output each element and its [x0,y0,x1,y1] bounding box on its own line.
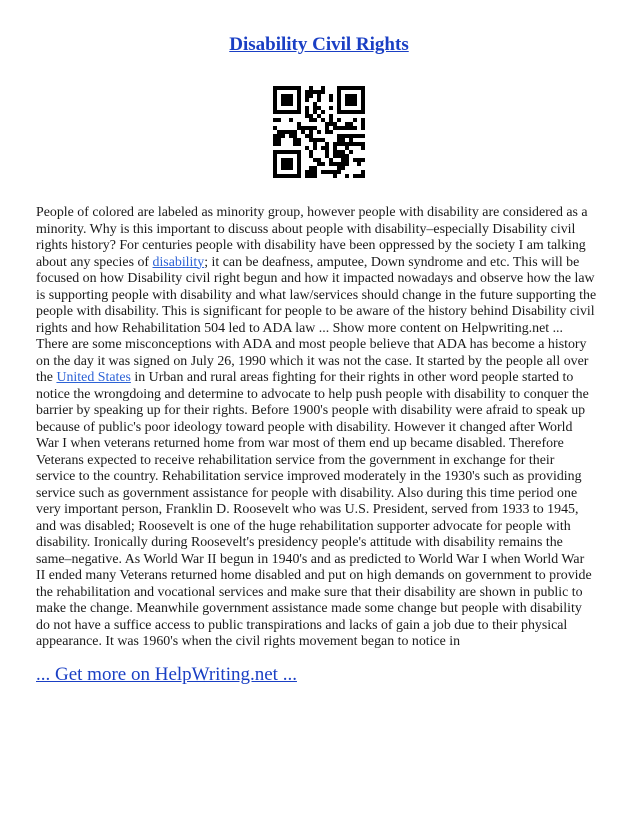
text-line: on the day it was signed on July 26, 1990 which it was not the case. It started by the people all over [36,353,589,369]
qr-module [361,126,365,130]
qr-module [329,94,333,98]
qr-module [337,90,341,94]
qr-module [353,102,357,106]
qr-module [341,166,345,170]
qr-module [305,106,309,110]
qr-module [361,98,365,102]
qr-module [285,110,289,114]
qr-module [361,86,365,90]
qr-module [341,162,345,166]
qr-module [345,102,349,106]
text-line: do not have a suffice access to public transpirations and lacks of gain a job due to their physical [36,617,568,633]
qr-module [329,162,333,166]
qr-module [317,98,321,102]
qr-module [353,158,357,162]
qr-module [329,118,333,122]
qr-module [317,130,321,134]
qr-module [285,166,289,170]
text-line: focused on how Disability civil right begun and how it impacted nowadays and observe how the law [36,271,595,286]
qr-module [325,126,329,130]
qr-module [337,98,341,102]
qr-module [309,130,313,134]
qr-module [285,130,289,134]
qr-module [361,158,365,162]
qr-module [285,162,289,166]
qr-module [309,118,313,122]
qr-module [349,142,353,146]
text-line: There are some misconceptions with ADA and most people believe that ADA has become a history [36,337,587,352]
qr-module [345,142,349,146]
qr-module [349,102,353,106]
qr-code-icon [273,86,365,178]
qr-module [281,134,285,138]
qr-module [273,154,277,158]
text-line: and was disabled; Roosevelt is one of the huge rehabilitation supporter advocate for people with [36,518,571,534]
qr-module [337,86,341,90]
qr-module [325,154,329,158]
qr-module [333,122,337,126]
qr-module [289,158,293,162]
qr-module [313,102,317,106]
text-line: service such as government assistance for people with disability. Also during this time period one [36,485,578,501]
qr-module [345,122,349,126]
qr-module [321,146,325,150]
get-more-link[interactable]: ... Get more on HelpWriting.net ... [36,664,297,685]
qr-module [281,130,285,134]
qr-module [357,110,361,114]
qr-module [285,94,289,98]
qr-module [273,150,277,154]
qr-module [345,134,349,138]
text-line: War I when veterans returned home from war most of them end up became disabled. Therefore [36,436,564,451]
qr-module [297,150,301,154]
qr-module [305,134,309,138]
article-body [36,205,604,651]
qr-module [345,146,349,150]
text-segment: in Urban and rural areas fighting for their rights in other word people started to [130,370,574,385]
qr-module [301,126,305,130]
qr-module [349,86,353,90]
qr-module [353,118,357,122]
qr-module [329,106,333,110]
qr-module [309,94,313,98]
qr-module [293,174,297,178]
qr-module [277,174,281,178]
qr-module [337,126,341,130]
qr-module [305,110,309,114]
qr-module [349,98,353,102]
qr-module [273,94,277,98]
qr-module [357,86,361,90]
qr-module [305,94,309,98]
text-line: people with disability. This is significant for people to be aware of the history behind Disability civil [36,304,595,319]
qr-module [297,162,301,166]
qr-module [289,86,293,90]
qr-module [361,110,365,114]
qr-module [285,150,289,154]
qr-module [285,158,289,162]
qr-module [289,98,293,102]
qr-module [277,130,281,134]
qr-module [345,162,349,166]
qr-module [277,134,281,138]
qr-module [353,86,357,90]
qr-module [293,86,297,90]
qr-module [361,94,365,98]
qr-module [297,166,301,170]
qr-module [321,90,325,94]
qr-module [281,174,285,178]
qr-module [273,110,277,114]
qr-module [313,126,317,130]
qr-module [337,106,341,110]
qr-module [325,146,329,150]
qr-module [293,142,297,146]
qr-module [321,162,325,166]
qr-module [313,90,317,94]
qr-module [361,174,365,178]
qr-module [353,94,357,98]
qr-module [349,134,353,138]
qr-module [361,134,365,138]
qr-module [325,122,329,126]
qr-module [297,138,301,142]
qr-module [305,90,309,94]
qr-module [281,158,285,162]
text-line: very important person, Franklin D. Roosevelt who was U.S. President, served from 1933 to 1945, [36,502,579,517]
qr-module [289,94,293,98]
qr-module [321,118,325,122]
qr-module [321,86,325,90]
qr-module [289,174,293,178]
qr-module [297,126,301,130]
text-line: because of public's poor ideology toward people with disability. However it changed after World [36,419,573,435]
qr-module [305,174,309,178]
text-line: same–negative. As World War II begun in 1940's and as predicted to World War I when World War [36,551,585,567]
text-line: II ended many Veterans returned home disabled and put on high demands on government to provide [36,568,592,583]
text-line: is supporting people with disability and what law/services should change in the future supporting the [36,287,597,303]
text-segment: about any species of [36,254,153,270]
qr-module [273,138,277,142]
qr-module [313,158,317,162]
qr-module [273,142,277,146]
qr-module [317,114,321,118]
qr-module [273,90,277,94]
qr-module [341,126,345,130]
text-line: People of colored are labeled as minority group, however people with disability are considered as a [36,205,588,220]
qr-module [345,158,349,162]
qr-module [317,106,321,110]
qr-module [305,170,309,174]
qr-module [357,158,361,162]
qr-module [285,102,289,106]
qr-module [309,86,313,90]
qr-module [289,118,293,122]
qr-module [345,110,349,114]
qr-module [293,134,297,138]
qr-module [313,106,317,110]
qr-module [273,126,277,130]
qr-module [273,98,277,102]
qr-module [337,110,341,114]
qr-module [289,162,293,166]
qr-module [289,166,293,170]
qr-module [273,162,277,166]
qr-module [273,170,277,174]
qr-module [281,110,285,114]
qr-module [333,170,337,174]
qr-module [297,102,301,106]
qr-module [309,134,313,138]
qr-module [277,118,281,122]
qr-module [305,126,309,130]
qr-module [305,146,309,150]
qr-module [285,86,289,90]
qr-module [361,122,365,126]
qr-module [333,150,337,154]
qr-module [309,150,313,154]
qr-module [309,90,313,94]
qr-module [349,122,353,126]
qr-module [281,94,285,98]
text-line: appearance. It was 1960's when the civil rights movement began to notice in [36,634,461,649]
qr-module [277,110,281,114]
qr-module [297,110,301,114]
qr-module [289,102,293,106]
text-line: the rehabilitation and vocational services and make sure that their disability are shown in public to [36,584,583,600]
qr-module [341,110,345,114]
qr-module [309,138,313,142]
qr-module [305,98,309,102]
qr-module [361,142,365,146]
qr-module [297,122,301,126]
qr-module [337,102,341,106]
qr-module [341,134,345,138]
qr-module [313,142,317,146]
qr-module [293,130,297,134]
qr-module [333,126,337,130]
qr-module [273,134,277,138]
document-title[interactable]: Disability Civil Rights [229,34,409,55]
qr-module [333,142,337,146]
qr-module [321,110,325,114]
qr-module [321,138,325,142]
qr-module [333,146,337,150]
qr-module [325,170,329,174]
qr-module [313,118,317,122]
qr-module [297,154,301,158]
qr-module [285,98,289,102]
qr-module [349,110,353,114]
qr-module [345,154,349,158]
qr-module [341,150,345,154]
text-line: rights and how Rehabilitation 504 led to ADA law ... Show more content on Helpwriting.net ... [36,320,564,336]
qr-module [309,166,313,170]
text-line: Veterans expected to receive rehabilitation service from the government in exchange for their [36,452,555,468]
qr-module [273,102,277,106]
qr-module [317,138,321,142]
text-line: minority. Why is this important to discuss about people with disability–especially Disability civil [36,221,576,237]
qr-module [313,138,317,142]
qr-module [293,138,297,142]
qr-module [325,150,329,154]
qr-module [325,130,329,134]
qr-module [281,166,285,170]
qr-module [337,94,341,98]
qr-module [329,130,333,134]
qr-module [309,174,313,178]
qr-module [297,170,301,174]
qr-module [305,114,309,118]
qr-module [357,134,361,138]
qr-module [273,158,277,162]
qr-module [281,150,285,154]
qr-module [341,86,345,90]
qr-module [293,150,297,154]
qr-module [273,174,277,178]
text-line: make the change. Meanwhile government assistance made some change but people with disability [36,601,582,616]
text-line: barrier by speaking up for their rights. Before 1900's people with disability were afraid to speak up [36,403,586,418]
qr-module [281,102,285,106]
qr-module [333,154,337,158]
qr-module [273,106,277,110]
qr-module [349,150,353,154]
qr-module [361,146,365,150]
qr-module [357,162,361,166]
qr-module [353,98,357,102]
qr-module [337,162,341,166]
qr-module [313,174,317,178]
qr-module [349,138,353,142]
qr-module [317,94,321,98]
qr-module [297,142,301,146]
qr-module [273,118,277,122]
qr-module [337,166,341,170]
qr-module [313,166,317,170]
qr-module [345,98,349,102]
qr-module [353,134,357,138]
qr-module [353,126,357,130]
qr-module [297,158,301,162]
qr-module [297,106,301,110]
qr-module [325,142,329,146]
qr-module [345,86,349,90]
qr-module [317,162,321,166]
qr-module [313,170,317,174]
qr-module [313,110,317,114]
qr-module [361,106,365,110]
qr-module [353,142,357,146]
qr-module [341,154,345,158]
qr-module [341,142,345,146]
qr-module [329,98,333,102]
qr-module [357,174,361,178]
qr-module [329,122,333,126]
qr-module [309,126,313,130]
qr-module [309,170,313,174]
qr-module [297,98,301,102]
text-line [36,255,604,272]
qr-module [361,90,365,94]
qr-module [321,170,325,174]
qr-module [357,142,361,146]
qr-module [361,102,365,106]
qr-module [273,86,277,90]
qr-module [277,86,281,90]
qr-module [309,114,313,118]
qr-module [297,86,301,90]
qr-module [345,94,349,98]
qr-module [289,134,293,138]
qr-module [329,158,333,162]
qr-module [361,170,365,174]
qr-module [281,86,285,90]
qr-module [281,98,285,102]
qr-module [285,174,289,178]
qr-module [337,118,341,122]
qr-module [337,154,341,158]
qr-module [329,170,333,174]
qr-module [349,126,353,130]
text-segment: the [36,370,57,385]
qr-module [329,114,333,118]
qr-module [277,150,281,154]
qr-module [289,130,293,134]
text-line: notice the wrongdoing and determine to advocate to help push people with disability to conquer the [36,386,589,402]
text-line: rights history? For centuries people with disability have been oppressed by the society I am talking [36,238,586,253]
qr-module [297,174,301,178]
united-states-link[interactable]: United States [56,370,131,385]
qr-module [297,94,301,98]
qr-module [277,142,281,146]
qr-module [361,118,365,122]
text-line: service to the country. Rehabilitation service improved moderately in the 1930's such as providing [36,469,582,484]
qr-module [281,162,285,166]
qr-module [337,138,341,142]
qr-module [289,110,293,114]
qr-module [337,170,341,174]
qr-module [337,134,341,138]
qr-module [349,94,353,98]
qr-module [309,154,313,158]
text-line: disability. Ironically during Roosevelt's presidency people's attitude with disability remains the [36,535,563,550]
qr-module [345,126,349,130]
qr-module [289,150,293,154]
qr-module [317,158,321,162]
qr-module [313,146,317,150]
qr-module [341,138,345,142]
qr-module [317,90,321,94]
qr-module [341,158,345,162]
qr-module [337,150,341,154]
qr-module [301,130,305,134]
qr-module [337,142,341,146]
qr-module [353,110,357,114]
qr-module [345,174,349,178]
qr-module [277,138,281,142]
qr-module [297,90,301,94]
text-line [36,370,604,387]
qr-module [333,162,337,166]
text-segment: ; it can be deafness, amputee, Down syndrome and etc. This will be [204,254,580,270]
disability-link[interactable]: disability [152,254,205,270]
qr-module [273,166,277,170]
qr-module [293,110,297,114]
qr-module [333,174,337,178]
qr-module [353,174,357,178]
